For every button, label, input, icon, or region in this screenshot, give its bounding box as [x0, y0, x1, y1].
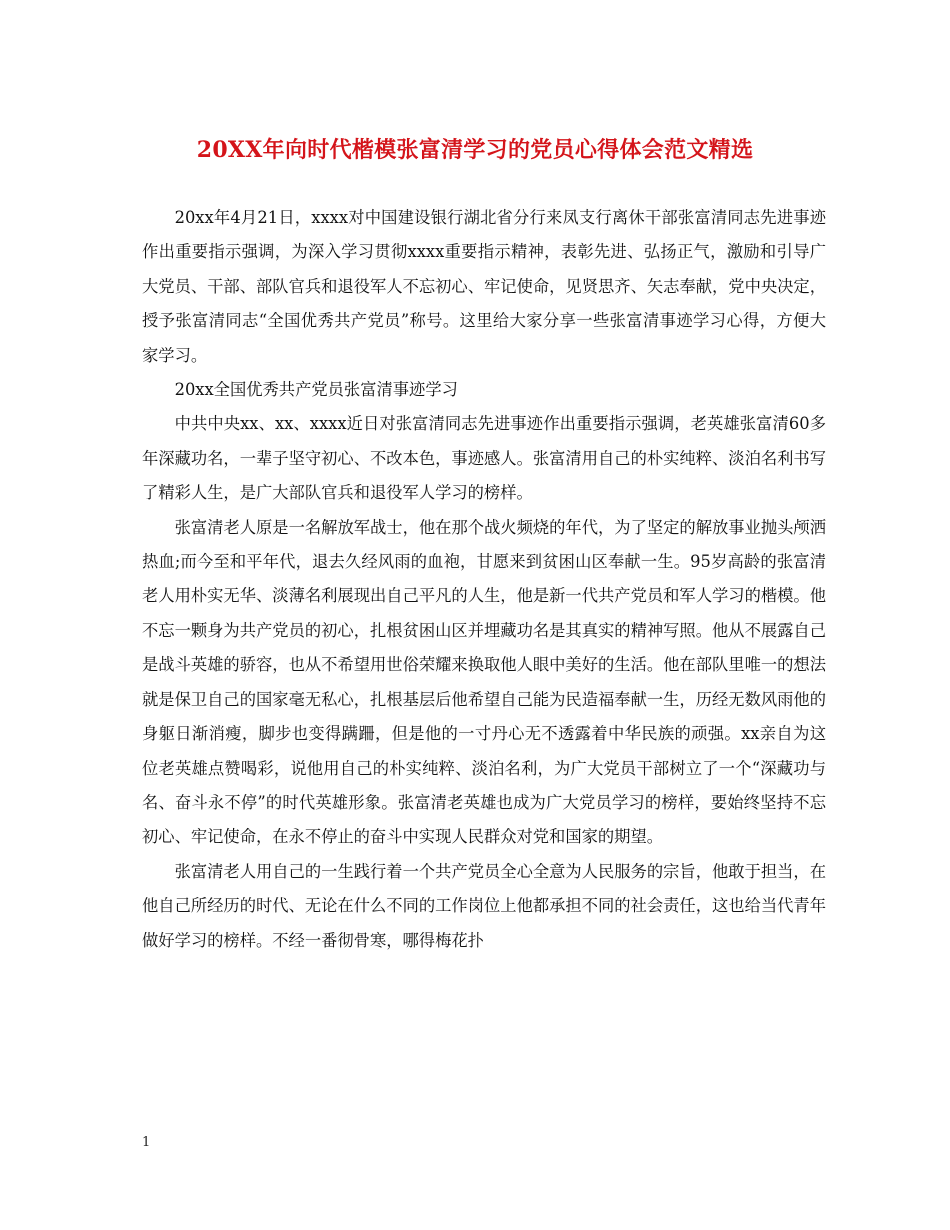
- paragraph-directive: 中共中央xx、xx、xxxx近日对张富清同志先进事迹作出重要指示强调，老英雄张富清60多年深藏功名，一辈子坚守初心、不改本色，事迹感人。张富清用自己的朴实纯粹、淡泊名利书写了精彩人生，是广大部队官兵和退役军人学习的榜样。: [142, 414, 826, 503]
- page-number: 1: [142, 1135, 151, 1150]
- paragraph-subheading: 20xx全国优秀共产党员张富清事迹学习: [174, 380, 458, 400]
- paragraph-lesson: 张富清老人用自己的一生践行着一个共产党员全心全意为人民服务的宗旨，他敢于担当，在他自己所经历的时代、无论在什么不同的工作岗位上他都承担不同的社会责任，这也给当代青年做好学习的榜样。不经一番彻骨寒，哪得梅花扑: [142, 861, 826, 950]
- document-title: 20XX年向时代楷模张富清学习的党员心得体会范文精选: [196, 137, 754, 163]
- paragraph-biography: 张富清老人原是一名解放军战士，他在那个战火频烧的年代，为了坚定的解放事业抛头颅洒热血;而今至和平年代，退去久经风雨的血袍，甘愿来到贫困山区奉献一生。95岁高龄的张富清老人用朴实无华、淡薄名利展现出自己平凡的人生，他是新一代共产党员和军人学习的楷模。他不忘一颗身为共产党员的初心，扎根贫困山区并埋藏功名是其真实的精神写照。他从不展露自己是战斗英雄的骄容，也从不希望用世俗荣耀来换取他人眼中美好的生活。他在部队里唯一的想法就是保卫自己的国家毫无私心，扎根基层后他希望自己能为民造福奉献一生，历经无数风雨他的身躯日渐消瘦，脚步也变得蹒跚，但是他的一寸丹心无不透露着中华民族的顽强。xx亲自为这位老英雄点赞喝彩，说他用自己的朴实纯粹、淡泊名利，为广大党员干部树立了一个“深藏功与名、奋斗永不停”的时代英雄形象。张富清老英雄也成为广大党员学习的榜样，要始终坚持不忘初心、牢记使命，在永不停止的奋斗中实现人民群众对党和国家的期望。: [142, 517, 826, 847]
- document-body: [142, 201, 826, 958]
- paragraph-intro: 20xx年4月21日，xxxx对中国建设银行湖北省分行来凤支行离休干部张富清同志先进事迹作出重要指示强调，为深入学习贯彻xxxx重要指示精神，表彰先进、弘扬正气，激励和引导广大党员、干部、部队官兵和退役军人不忘初心、牢记使命，见贤思齐、矢志奉献，党中央决定，授予张富清同志“全国优秀共产党员”称号。这里给大家分享一些张富清事迹学习心得，方便大家学习。: [142, 208, 826, 365]
